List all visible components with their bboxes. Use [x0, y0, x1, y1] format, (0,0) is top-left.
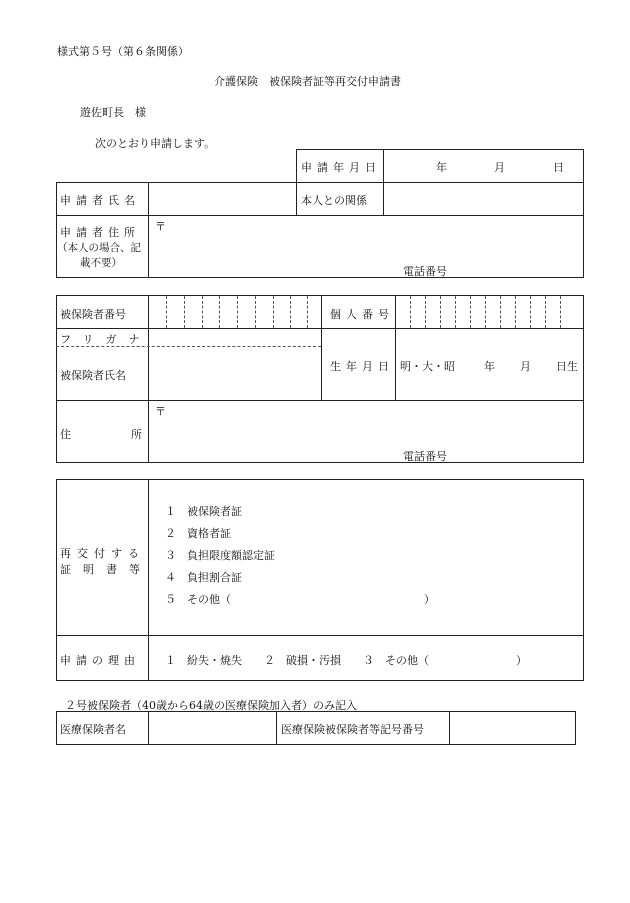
furigana-label: フリガナ — [60, 333, 152, 346]
insurance-symbol-label: 医療保険被保険者等記号番号 — [281, 723, 424, 736]
applicant-address-label: 申請者住所 — [60, 226, 140, 239]
date-day: 日 — [553, 161, 564, 174]
insured-name-label: 被保険者氏名 — [60, 369, 126, 382]
certificate-item-1[interactable]: １ 被保険者証 — [165, 505, 242, 518]
addressee: 遊佐町長 様 — [80, 106, 146, 119]
certificate-label-1: 再交付する — [60, 547, 145, 560]
applicant-name-label: 申請者氏名 — [60, 194, 140, 207]
insured-address-label — [60, 426, 202, 442]
insurer-name-field[interactable] — [149, 712, 275, 744]
insurance-symbol-field[interactable] — [450, 712, 575, 744]
application-date-label: 申請年月日 — [301, 161, 381, 174]
certificate-other-field[interactable] — [232, 588, 422, 606]
birth-year: 年 — [484, 360, 495, 373]
page-title: 介護保険 被保険者証等再交付申請書 — [214, 75, 401, 88]
form-number: 様式第５号（第６条関係） — [57, 45, 189, 58]
date-year: 年 — [436, 161, 447, 174]
certificate-item-5[interactable]: ５ その他（ — [165, 593, 231, 606]
era-options: 明・大・昭 — [400, 360, 455, 373]
insurer-name-label: 医療保険者名 — [60, 723, 126, 736]
date-month: 月 — [494, 161, 505, 174]
category2-note: ２号被保険者（40歳から64歳の医療保険加入者）のみ記入 — [65, 699, 357, 712]
reason-other-field[interactable] — [428, 648, 514, 666]
insured-phone-label: 電話番号 — [403, 450, 447, 463]
insured-name-field[interactable] — [149, 347, 320, 399]
birth-day: 日生 — [556, 360, 578, 373]
furigana-field[interactable] — [149, 329, 320, 346]
insured-postal-mark: 〒 — [155, 405, 166, 418]
applicant-address-note: （本人の場合、記 — [57, 242, 141, 254]
applicant-name-field[interactable] — [149, 183, 295, 214]
certificate-item-4[interactable]: ４ 負担割合証 — [165, 571, 242, 584]
insured-address-label-text: 住所 — [60, 428, 202, 441]
certificate-other-close: ） — [424, 593, 435, 606]
birth-date-label: 生年月日 — [330, 360, 394, 373]
insured-address-field[interactable] — [149, 401, 583, 462]
personal-number-field[interactable] — [396, 296, 583, 327]
relation-field[interactable] — [384, 183, 583, 214]
reason-other-close: ） — [516, 654, 527, 667]
postal-mark: 〒 — [155, 220, 166, 233]
applicant-phone-label: 電話番号 — [403, 265, 447, 278]
reason-options[interactable]: １ 紛失・焼失 ２ 破損・汚損 ３ その他（ — [165, 654, 429, 667]
certificate-label-2: 証明書等 — [60, 563, 152, 576]
personal-number-label: 個人番号 — [330, 308, 394, 321]
applicant-address-note-2: 載不要） — [80, 257, 122, 269]
certificate-item-2[interactable]: ２ 資格者証 — [165, 527, 231, 540]
insured-number-label: 被保険者番号 — [60, 308, 126, 321]
intro-text: 次のとおり申請します。 — [95, 137, 216, 150]
relation-label: 本人との関係 — [301, 194, 367, 207]
birth-month: 月 — [520, 360, 531, 373]
insured-number-field[interactable] — [149, 296, 320, 327]
reason-label: 申請の理由 — [60, 654, 140, 667]
certificate-item-3[interactable]: ３ 負担限度額認定証 — [165, 549, 275, 562]
applicant-address-field[interactable] — [149, 216, 583, 277]
